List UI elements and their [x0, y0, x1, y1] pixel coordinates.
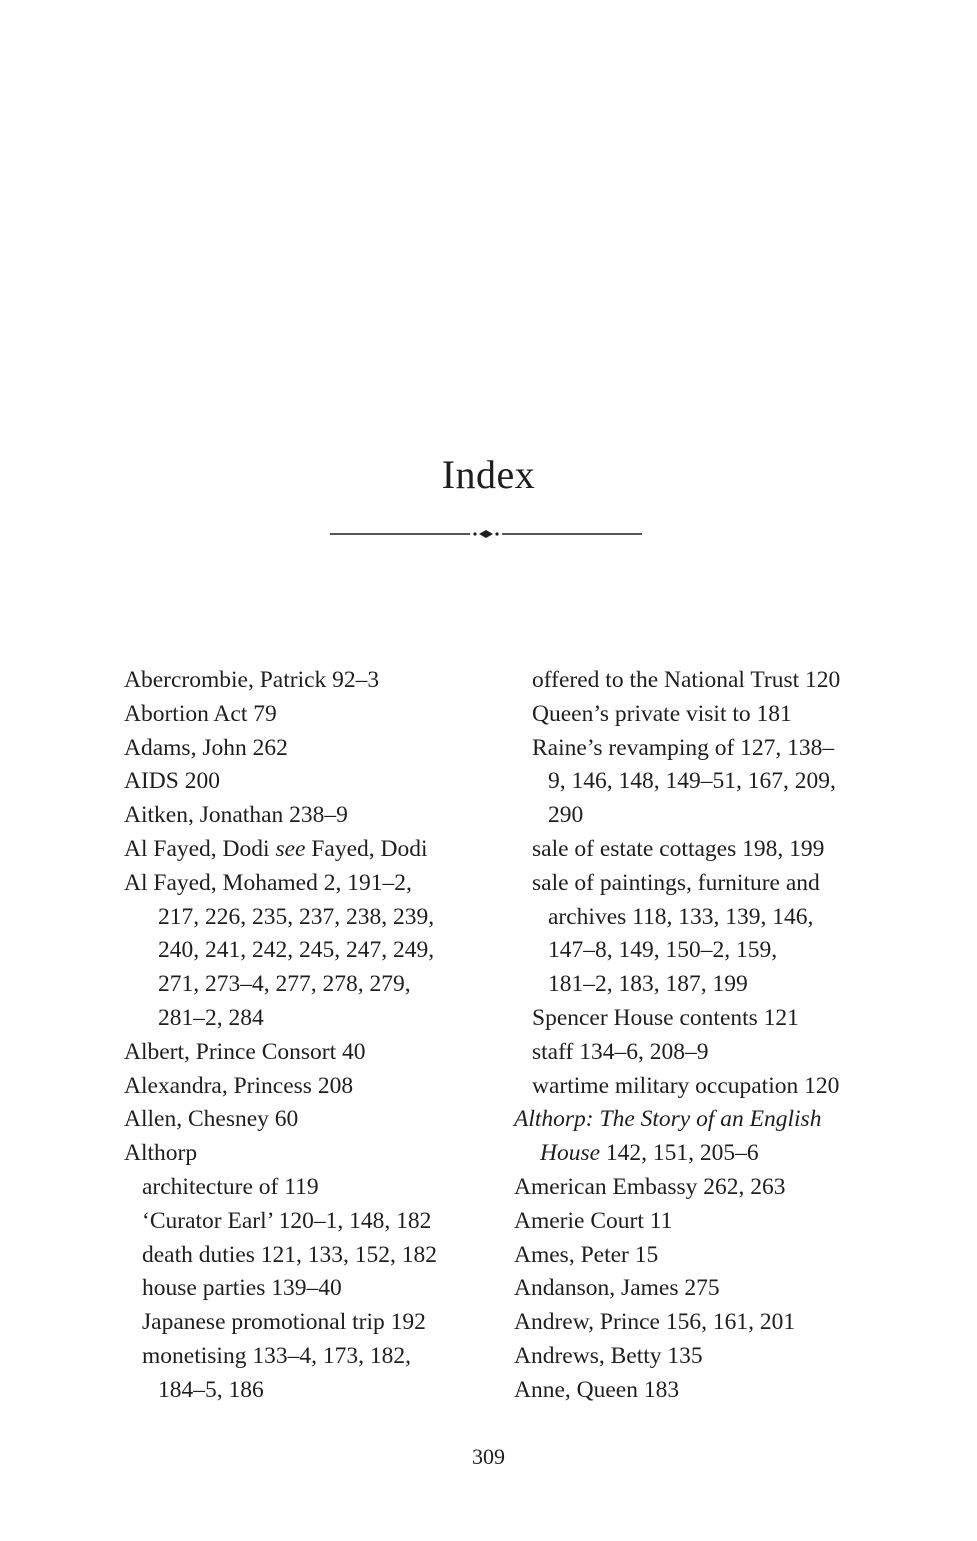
index-subentry: [514, 1036, 840, 1070]
index-column-left: [124, 664, 437, 1408]
index-subentry: [124, 901, 437, 935]
index-entry: [124, 1103, 437, 1137]
index-entry-text: Al Fayed, Mohamed 2, 191–2,: [124, 869, 412, 896]
index-subentry: [514, 833, 840, 867]
index-entry-text: Raine’s revamping of 127, 138–: [532, 734, 835, 761]
index-entry: [514, 1306, 840, 1340]
index-subentry: [514, 867, 840, 901]
index-entry-text: Abercrombie, Patrick 92–3: [124, 667, 380, 693]
index-entry-text: Ames, Peter 15: [514, 1241, 659, 1268]
index-subentry: [124, 1002, 437, 1036]
index-entry: [514, 1374, 840, 1408]
ornament-divider: [330, 526, 642, 542]
index-subentry: [514, 1002, 840, 1036]
index-entry: [124, 698, 437, 732]
index-entry-text: house parties 139–40: [142, 1275, 342, 1302]
index-entry-text: 147–8, 149, 150–2, 159,: [548, 937, 778, 964]
index-entry: [124, 664, 437, 698]
index-subentry: [514, 968, 840, 1002]
index-entry-text: 184–5, 186: [158, 1376, 264, 1403]
index-entry-text: staff 134–6, 208–9: [532, 1038, 709, 1065]
index-entry-text: Amerie Court 11: [514, 1207, 673, 1234]
index-entry: [514, 1272, 840, 1306]
index-entry-text: Adams, John 262: [124, 734, 288, 761]
index-column-right: [514, 664, 840, 1408]
index-entry-text: Allen, Chesney 60: [124, 1106, 299, 1133]
index-entry-text: archives 118, 133, 139, 146,: [548, 903, 814, 930]
index-entry: [514, 1239, 840, 1273]
index-subentry: [124, 1239, 437, 1273]
index-entry: [514, 1340, 840, 1374]
index-subentry: [124, 968, 437, 1002]
index-entry-text: 181–2, 183, 187, 199: [548, 971, 748, 998]
index-entry: [124, 867, 437, 901]
index-entry: [124, 799, 437, 833]
page-title: Index: [441, 452, 536, 497]
index-entry-text: 9, 146, 148, 149–51, 167, 209,: [548, 768, 836, 795]
index-subentry: [514, 698, 840, 732]
index-entry-text: 290: [548, 802, 584, 829]
index-entry-text: Japanese promotional trip 192: [142, 1309, 426, 1336]
index-entry-text: Andrew, Prince 156, 161, 201: [514, 1309, 796, 1336]
index-entry-text: Alexandra, Princess 208: [124, 1072, 354, 1099]
index-entry-text: Andrews, Betty 135: [514, 1342, 703, 1369]
index-entry-text: death duties 121, 133, 152, 182: [142, 1241, 438, 1268]
index-entry-text: Abortion Act 79: [124, 700, 277, 727]
index-entry-text: wartime military occupation 120: [532, 1072, 840, 1099]
index-subentry: [514, 765, 840, 799]
index-entry: [124, 732, 437, 766]
index-subentry: [124, 1306, 437, 1340]
index-entry-text: Spencer House contents 121: [532, 1004, 799, 1031]
index-entry-text: Anne, Queen 183: [514, 1376, 680, 1403]
index-entry: [514, 1171, 840, 1205]
index-entry-text: Althorp: The Story of an English: [514, 1106, 822, 1133]
index-entry-text: monetising 133–4, 173, 182,: [142, 1342, 411, 1369]
index-entry-text: AIDS 200: [124, 768, 220, 795]
index-subentry: [124, 934, 437, 968]
index-entry-text: ‘Curator Earl’ 120–1, 148, 182: [142, 1207, 432, 1234]
index-subentry: [514, 1070, 840, 1104]
index-entry-text: 142, 151, 205–6: [600, 1140, 759, 1167]
index-entry: [124, 1036, 437, 1070]
index-subentry: [514, 799, 840, 833]
index-entry-text: 281–2, 284: [158, 1004, 264, 1031]
index-subentry: [514, 732, 840, 766]
index-subentry: [124, 1340, 437, 1374]
index-entry-text: 271, 273–4, 277, 278, 279,: [158, 971, 411, 998]
page-number: 309: [472, 1444, 505, 1469]
index-entry-text: architecture of 119: [142, 1173, 319, 1200]
index-subentry: [124, 1205, 437, 1239]
index-entry-text: American Embassy 262, 263: [514, 1173, 786, 1200]
index-entry-text: Albert, Prince Consort 40: [124, 1038, 366, 1065]
index-entry-text: 240, 241, 242, 245, 247, 249,: [158, 937, 435, 964]
index-subentry: [514, 1137, 840, 1171]
index-entry-text: Aitken, Jonathan 238–9: [124, 802, 348, 829]
index-entry-text: 217, 226, 235, 237, 238, 239,: [158, 903, 435, 930]
index-entry: [514, 1103, 840, 1137]
index-subentry: [124, 1272, 437, 1306]
index-subentry: [124, 1374, 437, 1408]
index-entry-text: sale of estate cottages 198, 199: [532, 835, 825, 862]
index-subentry: [124, 1171, 437, 1205]
index-entry-text: Fayed, Dodi: [305, 835, 428, 862]
index-subentry: [514, 901, 840, 935]
index-subentry: [514, 934, 840, 968]
index-entry: [124, 765, 437, 799]
index-entry-text: Al Fayed, Dodi: [124, 835, 276, 862]
index-entry-text: offered to the National Trust 120: [532, 667, 841, 693]
index-entry: [514, 1205, 840, 1239]
index-entry-text: Queen’s private visit to 181: [532, 700, 792, 727]
index-entry-text: Andanson, James 275: [514, 1275, 720, 1302]
index-entry-text: sale of paintings, furniture and: [532, 869, 820, 896]
index-entry-text: House: [540, 1140, 601, 1167]
index-entry: [124, 1137, 437, 1171]
index-subentry: [514, 664, 840, 698]
index-entry-text: see: [275, 835, 306, 862]
index-entry-text: Althorp: [124, 1140, 198, 1167]
index-entry: [124, 833, 437, 867]
index-entry: [124, 1070, 437, 1104]
